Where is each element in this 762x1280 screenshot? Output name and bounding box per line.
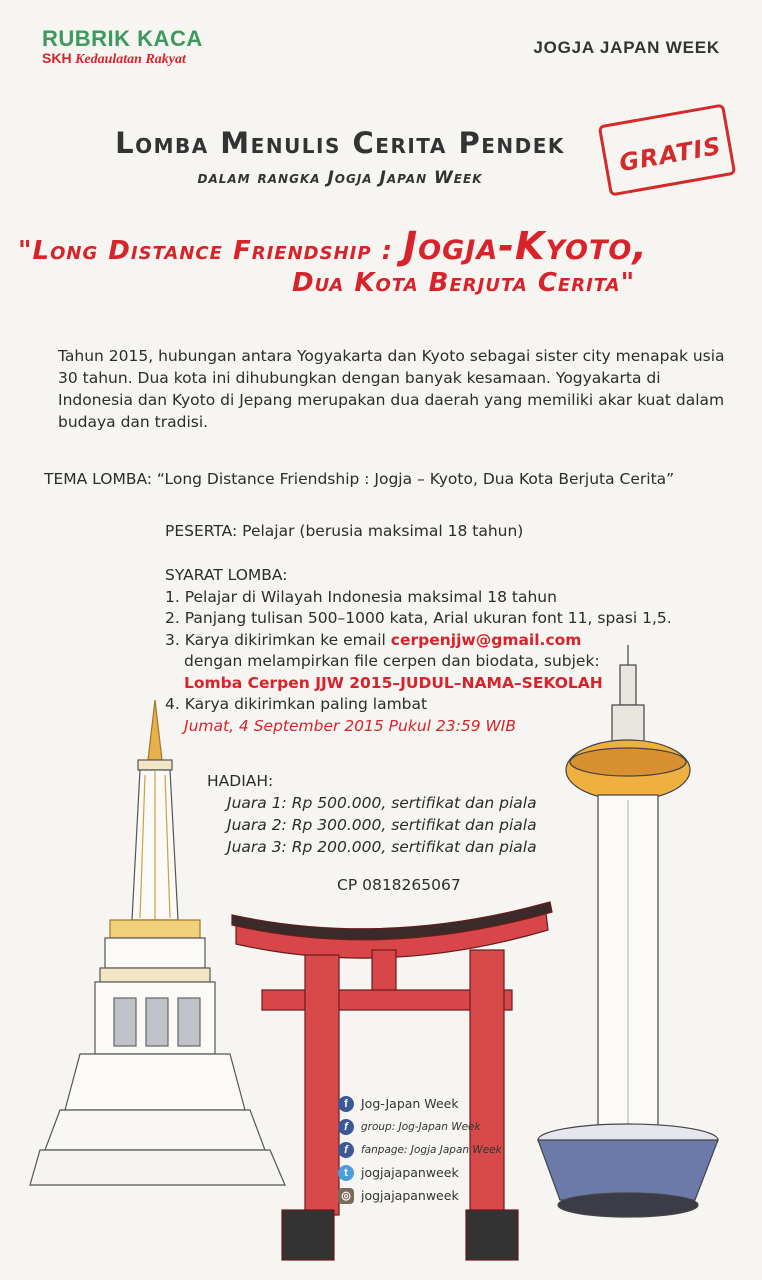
syarat-item-4: 4. Karya dikirimkan paling lambat [165, 695, 428, 713]
facebook-icon: f [338, 1119, 354, 1135]
syarat-item-2: 2. Panjang tulisan 500–1000 kata, Arial ukuran font 11, spasi 1,5. [165, 609, 672, 627]
email-link[interactable]: cerpenjjw@gmail.com [390, 630, 582, 649]
syarat-item-1: 1. Pelajar di Wilayah Indonesia maksimal 18 tahun [165, 587, 557, 606]
slogan-line-2: Dua Kota Berjuta Cerita" [292, 268, 636, 298]
page-subtitle: dalam rangka Jogja Japan Week [197, 168, 483, 188]
peserta: PESERTA: Pelajar (berusia maksimal 18 tahun) [165, 522, 524, 540]
deadline: Jumat, 4 September 2015 Pukul 23:59 WIB [184, 716, 517, 735]
social-label: jogjajapanweek [361, 1165, 459, 1180]
intro-paragraph: Tahun 2015, hubungan antara Yogyakarta dan Kyoto sebagai sister city menapak usia 30 tahun. Dua kota ini dihubungkan dengan banyak kesamaan. Yogyakarta di Indonesia dan Kyoto di Jepang merupakan dua daerah yang memiliki akar kuat dalam budaya dan tradisi. [58, 347, 725, 431]
slogan-part-2: Jogja-Kyoto, [403, 224, 648, 268]
event-name: JOGJA JAPAN WEEK [533, 38, 720, 57]
social-label: fanpage: Jogja Japan Week [361, 1143, 502, 1156]
syarat-item-3 [165, 630, 672, 652]
brand-paper [42, 50, 203, 68]
social-item[interactable] [338, 1138, 502, 1161]
brand-paper-name: Kedaulatan Rakyat [75, 52, 186, 67]
hadiah [207, 770, 537, 858]
facebook-icon: f [338, 1142, 354, 1158]
email-subject: Lomba Cerpen JJW 2015–JUDUL–NAMA–SEKOLAH [184, 673, 603, 692]
social-item[interactable] [338, 1184, 502, 1207]
brand-logo [42, 26, 203, 68]
instagram-icon: ◎ [338, 1188, 354, 1204]
prize-item: Juara 2: Rp 300.000, sertifikat dan piala [227, 816, 537, 834]
brand-name: RUBRIK KACA [42, 26, 203, 51]
social-item[interactable] [338, 1161, 502, 1184]
slogan-part-1: "Long Distance Friendship : [18, 236, 404, 266]
social-item[interactable] [338, 1092, 502, 1115]
social-label: Jog-Japan Week [361, 1096, 459, 1111]
brand-prefix: SKH [42, 50, 72, 66]
syarat-heading: SYARAT LOMBA: [165, 566, 288, 584]
tema-lomba: TEMA LOMBA: “Long Distance Friendship : Jogja – Kyoto, Dua Kota Berjuta Cerita” [44, 470, 675, 488]
contact-phone: CP 0818265067 [337, 876, 461, 894]
syarat-lomba [165, 565, 672, 737]
prize-item: Juara 3: Rp 200.000, sertifikat dan piala [227, 838, 537, 856]
social-label: jogjajapanweek [361, 1188, 459, 1203]
syarat-item-3-line-2: dengan melampirkan file cerpen dan biodata, subjek: [184, 652, 600, 670]
page-title: Lomba Menulis Cerita Pendek [115, 126, 565, 160]
twitter-icon: t [338, 1165, 354, 1181]
prize-item: Juara 1: Rp 500.000, sertifikat dan piala [227, 794, 537, 812]
facebook-icon: f [338, 1096, 354, 1112]
social-item[interactable] [338, 1115, 502, 1138]
social-links [338, 1092, 502, 1207]
syarat-item-3-text: 3. Karya dikirimkan ke email [165, 630, 391, 649]
stamp-label: GRATIS [617, 131, 724, 178]
slogan-line-1 [18, 224, 648, 268]
hadiah-heading: HADIAH: [207, 772, 274, 790]
social-label: group: Jog-Japan Week [361, 1120, 481, 1133]
